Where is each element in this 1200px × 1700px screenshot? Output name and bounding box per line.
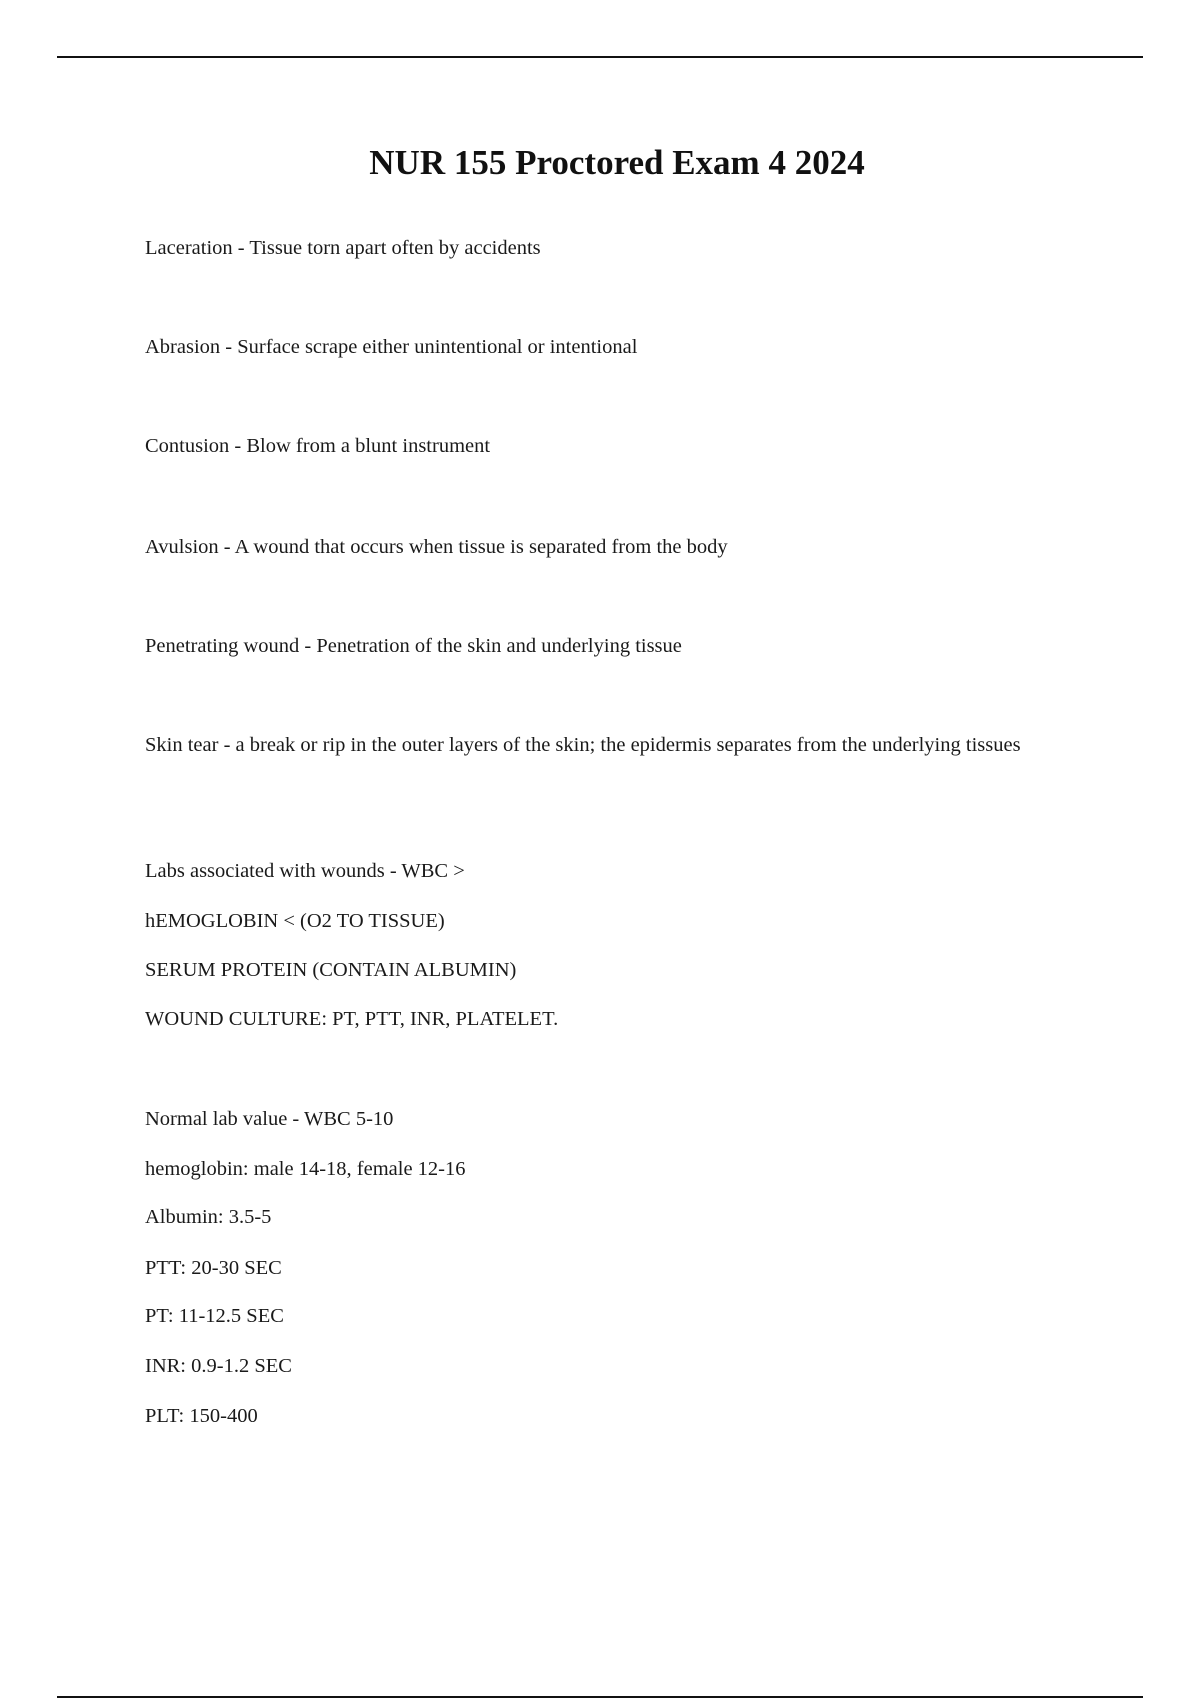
labs-wounds-line: WOUND CULTURE: PT, PTT, INR, PLATELET.	[145, 1008, 559, 1030]
normal-lab-line: Albumin: 3.5-5	[145, 1206, 272, 1228]
entry-abrasion: Abrasion - Surface scrape either unintentional or intentional	[145, 336, 638, 358]
entry-skin-tear: Skin tear - a break or rip in the outer layers of the skin; the epidermis separates from the underlying tissues	[145, 734, 1021, 756]
top-rule	[57, 56, 1143, 58]
entry-laceration: Laceration - Tissue torn apart often by accidents	[145, 237, 541, 259]
normal-lab-line: PT: 11-12.5 SEC	[145, 1305, 284, 1327]
entry-contusion: Contusion - Blow from a blunt instrument	[145, 435, 491, 457]
normal-lab-line: Normal lab value - WBC 5-10	[145, 1108, 394, 1130]
entry-penetrating-wound: Penetrating wound - Penetration of the skin and underlying tissue	[145, 635, 682, 657]
labs-wounds-line: SERUM PROTEIN (CONTAIN ALBUMIN)	[145, 959, 517, 981]
bottom-rule	[57, 1696, 1143, 1698]
labs-wounds-line: hEMOGLOBIN < (O2 TO TISSUE)	[145, 910, 445, 932]
normal-lab-line: INR: 0.9-1.2 SEC	[145, 1355, 292, 1377]
normal-lab-line: PLT: 150-400	[145, 1405, 258, 1427]
normal-lab-line: hemoglobin: male 14-18, female 12-16	[145, 1158, 466, 1180]
labs-wounds-line: Labs associated with wounds - WBC >	[145, 860, 465, 882]
document-title: NUR 155 Proctored Exam 4 2024	[369, 143, 865, 182]
normal-lab-line: PTT: 20-30 SEC	[145, 1257, 282, 1279]
entry-avulsion: Avulsion - A wound that occurs when tissue is separated from the body	[145, 536, 728, 558]
